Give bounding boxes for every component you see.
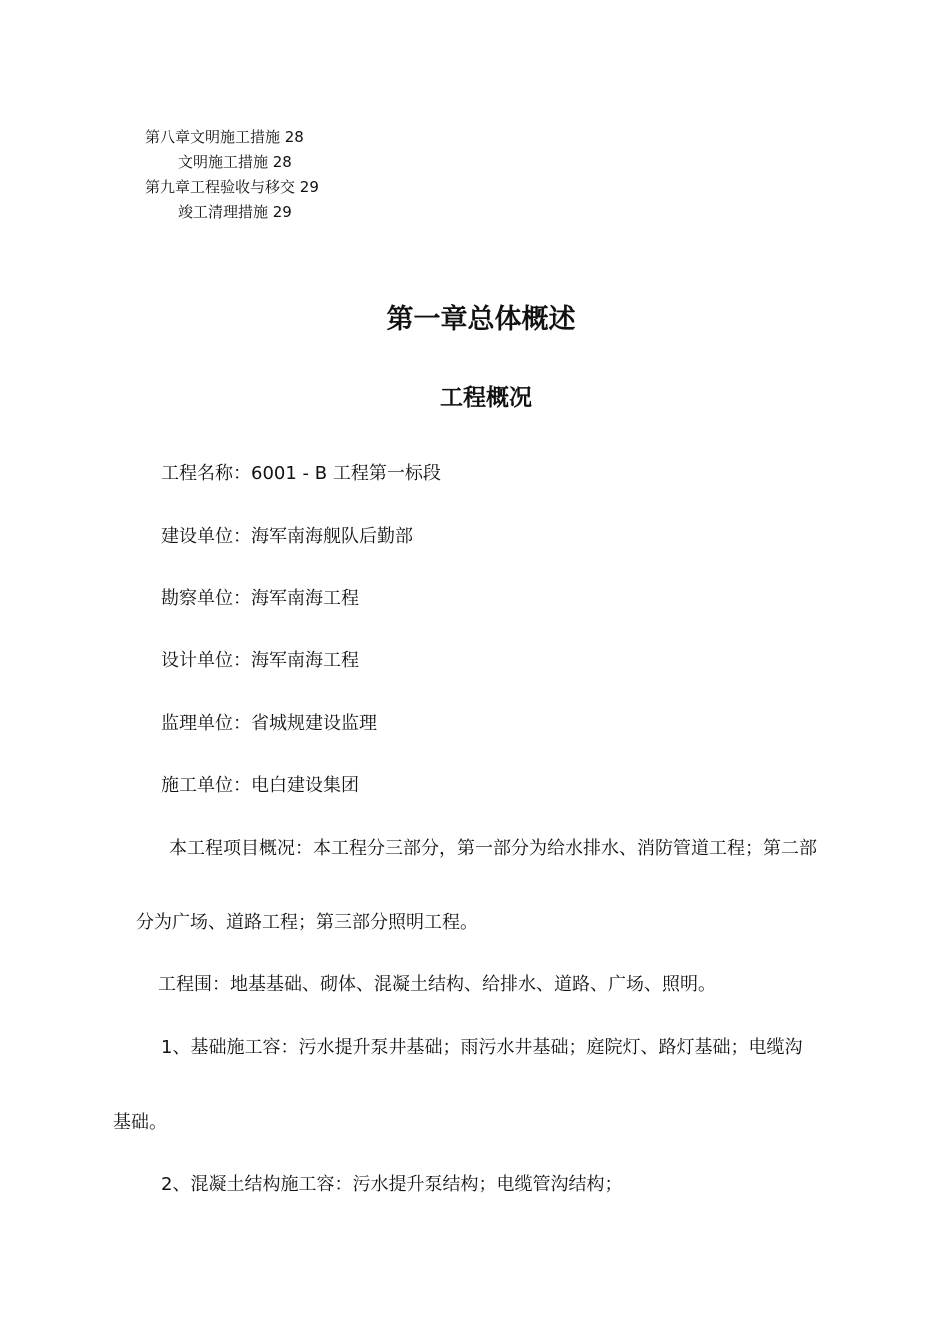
construction-unit: 建设单位：海军南海舰队后勤部 — [161, 526, 413, 547]
toc-entry-completion-cleanup[interactable]: 竣工清理措施 29 — [178, 203, 292, 221]
item-1-line-1: 1、基础施工容：污水提升泵井基础；雨污水井基础；庭院灯、路灯基础；电缆沟 — [161, 1037, 803, 1058]
builder-unit: 施工单位：电白建设集团 — [161, 775, 359, 796]
toc-entry-civilized-construction[interactable]: 文明施工措施 28 — [178, 153, 292, 171]
supervision-unit: 监理单位：省城规建设监理 — [161, 713, 377, 734]
toc-entry-chapter-8[interactable]: 第八章文明施工措施 28 — [145, 128, 304, 146]
chapter-title: 第一章总体概述 — [386, 304, 576, 335]
toc-entry-chapter-9[interactable]: 第九章工程验收与移交 29 — [145, 178, 319, 196]
item-2-paragraph: 2、混凝土结构施工容：污水提升泵结构；电缆管沟结构； — [161, 1174, 623, 1195]
project-name: 工程名称：6001 - B 工程第一标段 — [161, 463, 441, 484]
design-unit: 设计单位：海军南海工程 — [161, 650, 359, 671]
overview-line-1: 本工程项目概况：本工程分三部分，第一部分为给水排水、消防管道工程；第二部 — [169, 838, 817, 859]
item-1-line-2: 基础。 — [113, 1112, 167, 1133]
survey-unit: 勘察单位：海军南海工程 — [161, 588, 359, 609]
section-title: 工程概况 — [440, 385, 532, 411]
scope-paragraph: 工程围：地基基础、砌体、混凝土结构、给排水、道路、广场、照明。 — [158, 974, 716, 995]
overview-line-2: 分为广场、道路工程；第三部分照明工程。 — [136, 912, 478, 933]
